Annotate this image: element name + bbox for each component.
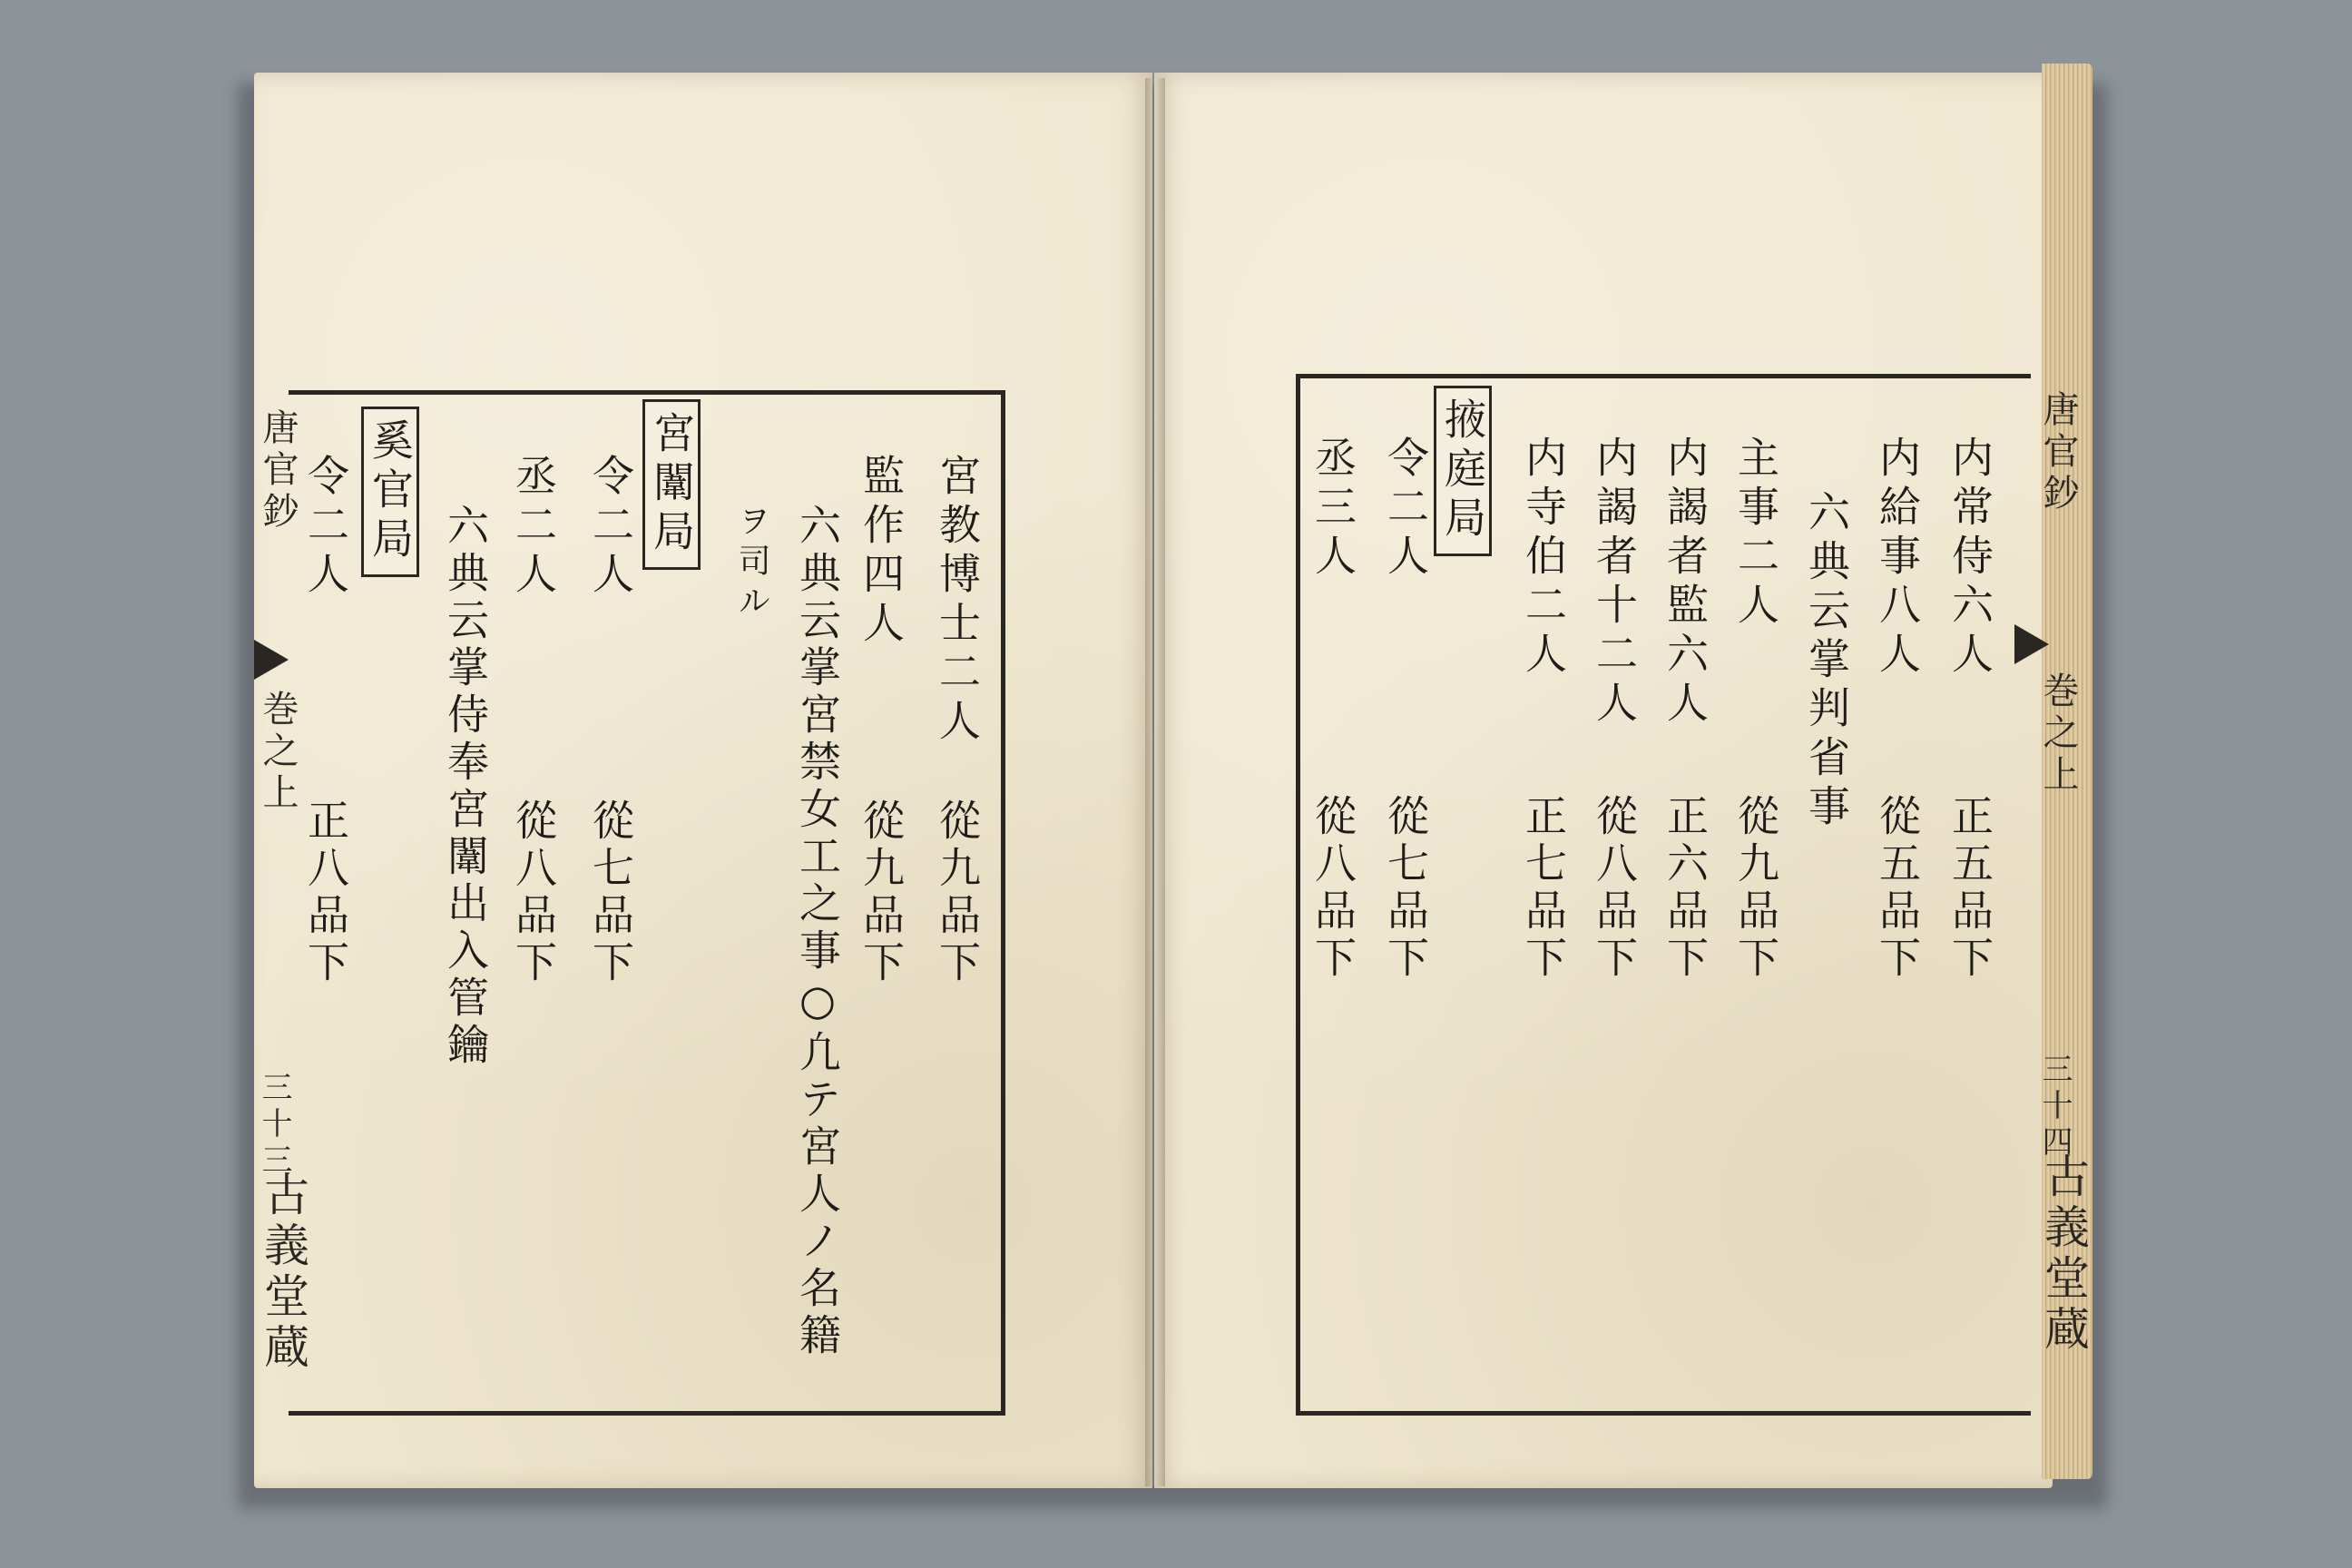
right-col-3-note: 六典云掌判省事 xyxy=(1802,490,1851,833)
right-col-9-title: 令二人 xyxy=(1381,436,1430,583)
right-col-2-title: 内給事八人 xyxy=(1873,436,1922,681)
right-col-10-title: 丞三人 xyxy=(1308,436,1357,583)
left-col-3-note: 六典云掌宮禁女工之事○凢テ宮人ノ名籍 xyxy=(793,504,842,1360)
left-col-4-note: ヲ司ル xyxy=(733,504,770,623)
left-col-10-title: 令二人 xyxy=(301,454,350,601)
left-col-5-section-heading: 宮闈局 xyxy=(642,399,701,570)
left-col-6-title: 令二人 xyxy=(586,454,635,601)
right-col-9-rank: 從七品下 xyxy=(1381,794,1430,983)
left-margin-page-number: 三十三 xyxy=(256,1071,292,1180)
left-col-1-rank: 從九品下 xyxy=(933,799,982,987)
right-fish-tail-ornament xyxy=(2014,624,2049,664)
left-col-8-note: 六典云掌侍奉宮闈出入管鑰 xyxy=(441,504,490,1070)
right-col-4-rank: 從九品下 xyxy=(1731,794,1780,983)
right-margin-volume: 巻之上 xyxy=(2037,671,2079,797)
left-col-7-title: 丞二人 xyxy=(509,454,558,601)
left-margin-publisher: 古義堂蔵 xyxy=(257,1171,309,1374)
left-col-9-section-heading: 奚官局 xyxy=(361,407,419,577)
left-col-7-rank: 從八品下 xyxy=(509,799,558,987)
right-col-4-title: 主事二人 xyxy=(1731,436,1780,632)
right-col-8-section-heading: 掖庭局 xyxy=(1434,386,1492,556)
right-margin-page-number: 三十四 xyxy=(2036,1053,2073,1161)
left-col-10-rank: 正八品下 xyxy=(301,799,350,987)
right-col-1-title: 内常侍六人 xyxy=(1945,436,1994,681)
right-col-5-title: 内謁者監六人 xyxy=(1661,436,1710,730)
right-margin-publisher: 古義堂蔵 xyxy=(2037,1152,2090,1356)
left-col-2-title: 監作四人 xyxy=(857,454,906,650)
left-col-1-title: 宮教博士二人 xyxy=(933,454,982,748)
left-margin-title: 唐官鈔 xyxy=(257,408,299,534)
right-col-7-title: 内寺伯二人 xyxy=(1519,436,1568,681)
right-col-2-rank: 從五品下 xyxy=(1873,794,1922,983)
left-col-2-rank: 從九品下 xyxy=(857,799,906,987)
right-col-5-rank: 正六品下 xyxy=(1661,794,1710,983)
book-spine xyxy=(1145,78,1165,1486)
left-margin-volume: 巻之上 xyxy=(257,690,299,815)
left-col-6-rank: 從七品下 xyxy=(586,799,635,987)
left-fish-tail-ornament xyxy=(254,640,289,680)
right-margin-title: 唐官鈔 xyxy=(2037,390,2079,515)
right-col-7-rank: 正七品下 xyxy=(1519,794,1568,983)
right-col-1-rank: 正五品下 xyxy=(1945,794,1994,983)
right-col-6-title: 内謁者十二人 xyxy=(1590,436,1639,730)
right-col-10-rank: 從八品下 xyxy=(1308,794,1357,983)
right-col-6-rank: 從八品下 xyxy=(1590,794,1639,983)
